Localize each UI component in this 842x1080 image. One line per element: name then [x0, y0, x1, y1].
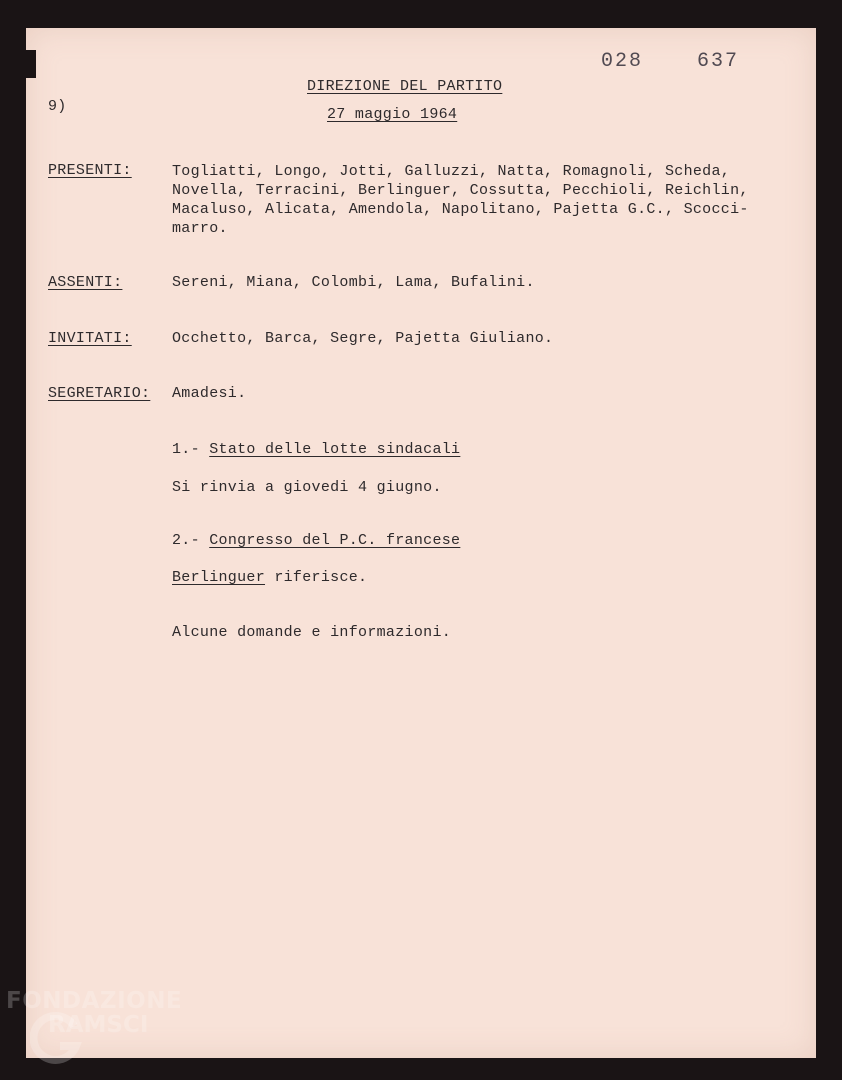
document-date: 27 maggio 1964 [327, 106, 458, 123]
agenda-item-1-text: Si rinvia a giovedi 4 giugno. [172, 479, 442, 496]
agenda-item-2-title: Congresso del P.C. francese [209, 532, 461, 549]
document-title: DIREZIONE DEL PARTITO [307, 78, 503, 95]
segretario-label: SEGRETARIO: [48, 385, 151, 402]
presenti-label: PRESENTI: [48, 162, 132, 179]
archive-code-a: 028 [601, 50, 644, 73]
watermark-line-2: RAMSCI [48, 1012, 149, 1038]
presenti-line: Togliatti, Longo, Jotti, Galluzzi, Natta, Romagnoli, Scheda, [172, 163, 731, 180]
archive-number [601, 50, 739, 73]
agenda-item-2-note: Alcune domande e informazioni. [172, 624, 452, 641]
agenda-item-1-number: 1.- [172, 441, 200, 458]
assenti-label: ASSENTI: [48, 274, 123, 291]
agenda-item-2-report [172, 569, 367, 586]
page-tear [26, 50, 36, 78]
segretario-name: Amadesi. [172, 385, 247, 402]
invitati-list: Occhetto, Barca, Segre, Pajetta Giuliano. [172, 330, 554, 347]
invitati-label: INVITATI: [48, 330, 132, 347]
agenda-item-1-title: Stato delle lotte sindacali [209, 441, 461, 458]
presenti-list [172, 162, 749, 238]
archive-code-b: 637 [697, 50, 740, 73]
agenda-item-2-number: 2.- [172, 532, 200, 549]
agenda-item-1 [172, 441, 460, 458]
watermark [6, 988, 182, 1038]
agenda-item-2 [172, 532, 460, 549]
assenti-list: Sereni, Miana, Colombi, Lama, Bufalini. [172, 274, 535, 291]
presenti-line: Novella, Terracini, Berlinguer, Cossutta, Pecchioli, Reichlin, [172, 182, 749, 199]
presenti-line: Macaluso, Alicata, Amendola, Napolitano, Pajetta G.C., Scocci- [172, 201, 749, 218]
agenda-item-2-speaker: Berlinguer [172, 569, 266, 586]
watermark-line-1: FONDAZIONE [6, 988, 183, 1014]
presenti-line: marro. [172, 220, 228, 237]
item-number: 9) [48, 98, 67, 115]
agenda-item-2-verb: riferisce. [274, 569, 368, 586]
